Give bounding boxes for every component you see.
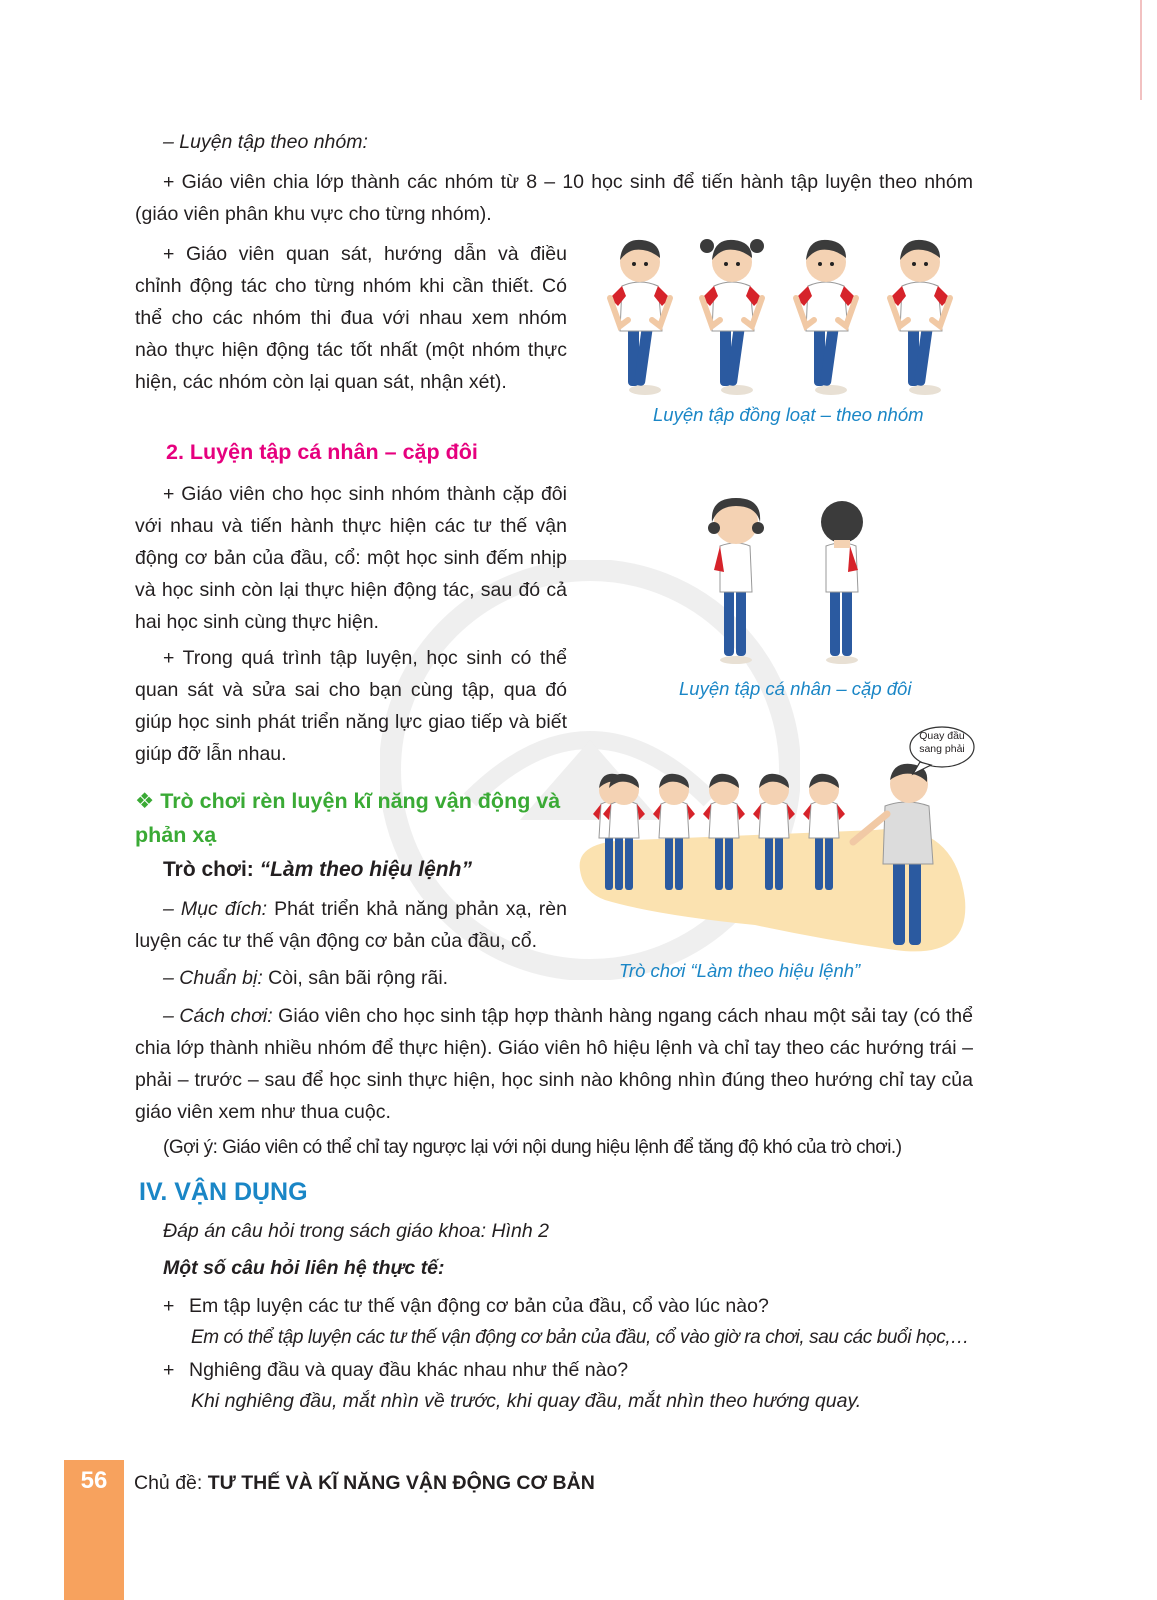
game-name-label: Trò chơi: — [163, 858, 260, 881]
questions-heading: Một số câu hỏi liên hệ thực tế: — [163, 1257, 445, 1279]
game-howto — [135, 1000, 973, 1128]
answer-1: Em có thể tập luyện các tư thế vận động cơ bản của đầu, cổ vào giờ ra chơi, sau các buổi học,… — [191, 1327, 969, 1348]
prep-label: – Chuẩn bị: — [163, 967, 263, 989]
purpose-text: Phát triển khả năng phản xạ, rèn luyện các tư thế vận động cơ bản của đầu, cổ. — [135, 898, 567, 952]
howto-text: Giáo viên cho học sinh tập hợp thành hàng ngang cách nhau một sải tay (có thể chia lớp thành nhiều nhóm để thực hiện). Giáo viên hô hiệu lệnh và chỉ tay theo các hướng trái – phải – trước – sau để học sinh thực hiện, học sinh nào không nhìn đúng theo hướng chỉ tay của giáo viên xem như thua cuộc. — [135, 1005, 973, 1123]
game-name-line — [163, 858, 472, 882]
section-4-heading: IV. VẬN DỤNG — [139, 1178, 308, 1206]
caption-group-training: Luyện tập đồng loạt – theo nhóm — [653, 404, 924, 425]
pair-training-illustration — [700, 494, 880, 666]
group-training-heading: – Luyện tập theo nhóm: — [163, 131, 368, 153]
game-hint: (Gợi ý: Giáo viên có thể chỉ tay ngược lại với nội dung hiệu lệnh để tăng độ khó của trò chơi.) — [163, 1137, 902, 1158]
bullet-1: + — [163, 1295, 175, 1317]
prep-text: Còi, sân bãi rộng rãi. — [262, 967, 449, 989]
game-preparation — [163, 962, 448, 994]
bullet-2: + — [163, 1359, 175, 1381]
caption-pair-training: Luyện tập cá nhân – cặp đôi — [679, 678, 912, 699]
answer-2: Khi nghiêng đầu, mắt nhìn về trước, khi quay đầu, mắt nhìn theo hướng quay. — [191, 1390, 862, 1412]
game-illustration — [575, 720, 975, 970]
caption-game: Trò chơi “Làm theo hiệu lệnh” — [619, 960, 861, 981]
question-2-text: Nghiêng đầu và quay đầu khác nhau như thế nào? — [189, 1359, 629, 1381]
pair-paragraph-1: + Giáo viên cho học sinh nhóm thành cặp đôi với nhau và tiến hành thực hiện các tư thế vận động cơ bản của đầu, cổ: một học sinh đếm nhịp và học sinh còn lại thực hiện động tác, sau đó cả hai học sinh cùng thực hiện. — [135, 483, 567, 633]
individual-pair-heading: 2. Luyện tập cá nhân – cặp đôi — [166, 440, 478, 464]
group-paragraph-1: + Giáo viên chia lớp thành các nhóm từ 8 – 10 học sinh để tiến hành tập luyện theo nhóm (giáo viên phân khu vực cho từng nhóm). — [135, 171, 973, 225]
game-section-heading: ❖ Trò chơi rèn luyện kĩ năng vận động và phản xạ — [135, 789, 561, 847]
question-1-text: Em tập luyện các tư thế vận động cơ bản của đầu, cổ vào lúc nào? — [189, 1295, 769, 1317]
footer-topic-label: Chủ đề: — [134, 1472, 208, 1494]
group-training-illustration — [600, 236, 980, 398]
purpose-label: – Mục đích: — [163, 898, 268, 920]
footer-topic — [134, 1472, 595, 1495]
group-paragraph-2: + Giáo viên quan sát, hướng dẫn và điều chỉnh động tác cho từng nhóm khi cần thiết. Có thể cho các nhóm thi đua với nhau xem nhóm nào thực hiện động tác tốt nhất (một nhóm thực hiện, các nhóm còn lại quan sát, nhận xét). — [135, 243, 567, 393]
pair-paragraph-2: + Trong quá trình tập luyện, học sinh có thể quan sát và sửa sai cho bạn cùng tập, qua đó giúp học sinh phát triển năng lực giao tiếp và biết giúp đỡ lẫn nhau. — [135, 647, 567, 765]
page-number: 56 — [80, 1467, 108, 1494]
answer-line: Đáp án câu hỏi trong sách giáo khoa: Hình 2 — [163, 1220, 549, 1242]
footer-topic-title: TƯ THẾ VÀ KĨ NĂNG VẬN ĐỘNG CƠ BẢN — [207, 1472, 595, 1494]
howto-label: – Cách chơi: — [163, 1005, 273, 1027]
question-2 — [163, 1354, 628, 1386]
game-purpose — [135, 893, 567, 957]
question-1 — [163, 1290, 769, 1322]
speech-bubble-text: Quay đầu sang phải — [919, 730, 965, 755]
game-name: “Làm theo hiệu lệnh” — [259, 858, 472, 881]
page-edge-line — [1140, 0, 1142, 100]
